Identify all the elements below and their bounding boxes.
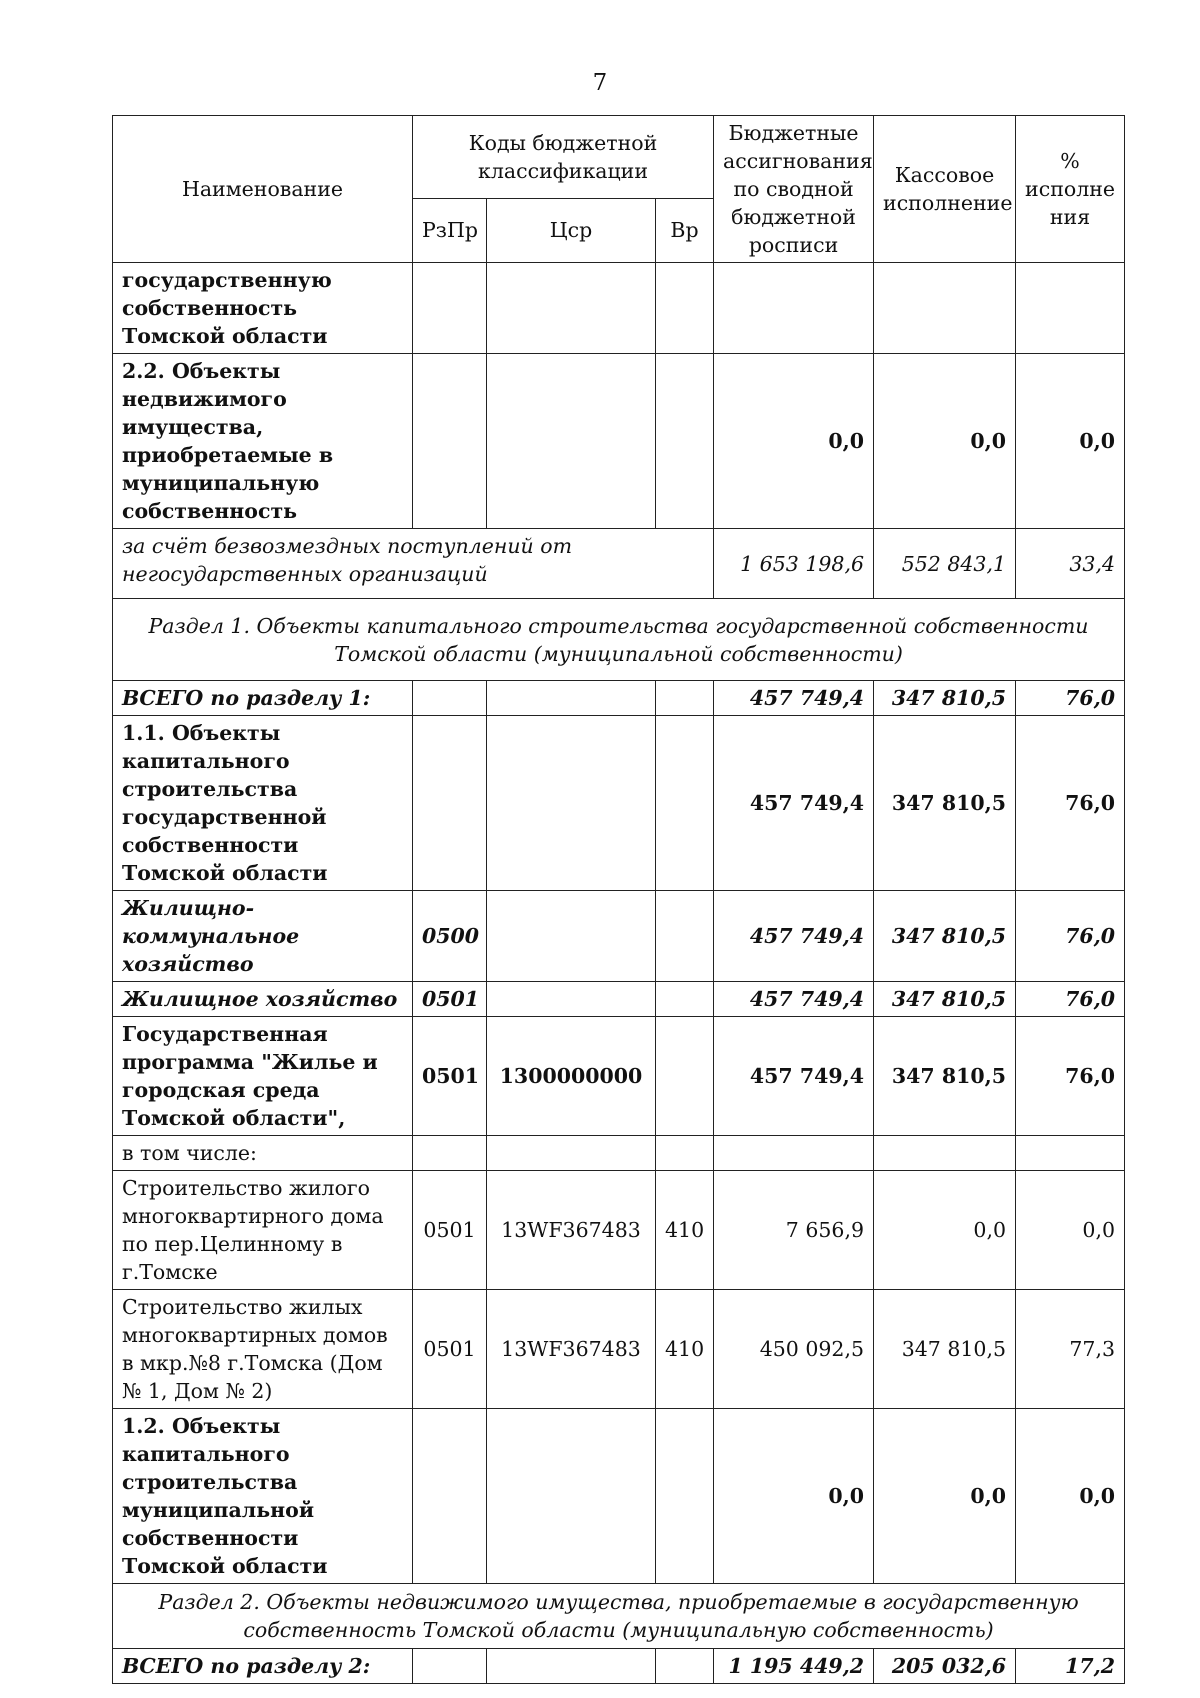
row-name: Государственная программа "Жилье и городская среда Томской области",	[113, 1017, 413, 1136]
row-name: ВСЕГО по разделу 1:	[113, 681, 413, 716]
row-vr	[656, 891, 714, 982]
row-percent	[1016, 263, 1125, 354]
row-rzpr: 0501	[413, 1017, 487, 1136]
row-rzpr	[413, 681, 487, 716]
row-assigned	[714, 1136, 874, 1171]
row-vr	[656, 1649, 714, 1684]
row-assigned: 1 653 198,6	[714, 529, 874, 599]
table-row	[113, 1136, 1125, 1171]
budget-table	[112, 115, 1125, 1684]
row-name: ВСЕГО по разделу 2:	[113, 1649, 413, 1684]
row-rzpr	[413, 716, 487, 891]
row-vr	[656, 263, 714, 354]
row-assigned: 450 092,5	[714, 1290, 874, 1409]
row-vr	[656, 1409, 714, 1584]
row-rzpr: 0501	[413, 982, 487, 1017]
row-rzpr: 0500	[413, 891, 487, 982]
row-cash: 205 032,6	[874, 1649, 1016, 1684]
row-percent: 76,0	[1016, 681, 1125, 716]
table-row	[113, 1290, 1125, 1409]
row-cash: 347 810,5	[874, 891, 1016, 982]
row-percent: 0,0	[1016, 1171, 1125, 1290]
row-rzpr: 0501	[413, 1290, 487, 1409]
header-percent: % исполне ния	[1016, 116, 1125, 263]
row-assigned: 0,0	[714, 1409, 874, 1584]
header-name: Наименование	[113, 116, 413, 263]
header-codes-group: Коды бюджетной классификации	[413, 116, 714, 199]
table-row	[113, 1409, 1125, 1584]
row-assigned	[714, 263, 874, 354]
row-csr	[487, 354, 656, 529]
row-percent: 33,4	[1016, 529, 1125, 599]
row-vr	[656, 982, 714, 1017]
section-row	[113, 599, 1125, 681]
row-vr: 410	[656, 1171, 714, 1290]
row-percent: 0,0	[1016, 354, 1125, 529]
row-assigned: 457 749,4	[714, 982, 874, 1017]
row-percent: 0,0	[1016, 1409, 1125, 1584]
row-name: Жилищное хозяйство	[113, 982, 413, 1017]
row-vr	[656, 716, 714, 891]
row-rzpr	[413, 263, 487, 354]
row-cash: 347 810,5	[874, 716, 1016, 891]
row-csr	[487, 1409, 656, 1584]
row-assigned: 457 749,4	[714, 716, 874, 891]
table-row	[113, 1171, 1125, 1290]
row-cash: 347 810,5	[874, 1017, 1016, 1136]
row-percent: 76,0	[1016, 982, 1125, 1017]
row-csr: 1300000000	[487, 1017, 656, 1136]
row-cash: 347 810,5	[874, 681, 1016, 716]
table-row	[113, 529, 1125, 599]
table-row	[113, 716, 1125, 891]
row-cash: 0,0	[874, 1171, 1016, 1290]
row-csr: 13WF367483	[487, 1171, 656, 1290]
row-vr	[656, 1136, 714, 1171]
row-name: Строительство жилых многоквартирных домов в мкр.№8 г.Томска (Дом № 1, Дом № 2)	[113, 1290, 413, 1409]
row-name: 2.2. Объекты недвижимого имущества, приобретаемые в муниципальную собственность	[113, 354, 413, 529]
row-cash: 0,0	[874, 354, 1016, 529]
table-row	[113, 681, 1125, 716]
row-percent: 76,0	[1016, 716, 1125, 891]
row-csr	[487, 1136, 656, 1171]
row-cash: 552 843,1	[874, 529, 1016, 599]
table-row	[113, 891, 1125, 982]
row-rzpr	[413, 1409, 487, 1584]
row-assigned: 457 749,4	[714, 891, 874, 982]
header-cash: Кассовое исполнение	[874, 116, 1016, 263]
row-assigned: 0,0	[714, 354, 874, 529]
row-vr	[656, 1017, 714, 1136]
row-cash	[874, 1136, 1016, 1171]
row-rzpr	[413, 354, 487, 529]
row-percent: 76,0	[1016, 1017, 1125, 1136]
table-row	[113, 1649, 1125, 1684]
row-name: государственную собственность Томской области	[113, 263, 413, 354]
row-vr: 410	[656, 1290, 714, 1409]
row-percent: 76,0	[1016, 891, 1125, 982]
row-name: 1.2. Объекты капитального строительства муниципальной собственности Томской области	[113, 1409, 413, 1584]
row-assigned: 7 656,9	[714, 1171, 874, 1290]
row-cash: 347 810,5	[874, 982, 1016, 1017]
row-rzpr: 0501	[413, 1171, 487, 1290]
row-assigned: 1 195 449,2	[714, 1649, 874, 1684]
table-row	[113, 354, 1125, 529]
row-percent: 17,2	[1016, 1649, 1125, 1684]
section-title: Раздел 2. Объекты недвижимого имущества, приобретаемые в государственную собственность Томской области (муниципальную собственность)	[113, 1584, 1125, 1649]
row-vr	[656, 681, 714, 716]
row-percent: 77,3	[1016, 1290, 1125, 1409]
header-csr: Цср	[487, 198, 656, 262]
section-row	[113, 1584, 1125, 1649]
row-vr	[656, 354, 714, 529]
row-csr	[487, 263, 656, 354]
row-cash: 347 810,5	[874, 1290, 1016, 1409]
row-percent	[1016, 1136, 1125, 1171]
row-cash	[874, 263, 1016, 354]
row-csr	[487, 716, 656, 891]
page-number: 7	[592, 70, 608, 96]
header-rzpr: РзПр	[413, 198, 487, 262]
row-name: в том числе:	[113, 1136, 413, 1171]
row-assigned: 457 749,4	[714, 681, 874, 716]
table-row	[113, 1017, 1125, 1136]
section-title: Раздел 1. Объекты капитального строительства государственной собственности Томской области (муниципальной собственности)	[113, 599, 1125, 681]
row-csr: 13WF367483	[487, 1290, 656, 1409]
row-name: Строительство жилого многоквартирного дома по пер.Целинному в г.Томске	[113, 1171, 413, 1290]
table-row	[113, 263, 1125, 354]
row-name: 1.1. Объекты капитального строительства государственной собственности Томской области	[113, 716, 413, 891]
row-name: Жилищно-коммунальное хозяйство	[113, 891, 413, 982]
row-rzpr	[413, 1649, 487, 1684]
row-csr	[487, 681, 656, 716]
row-rzpr	[413, 1136, 487, 1171]
row-csr	[487, 982, 656, 1017]
table-row	[113, 982, 1125, 1017]
header-assignments: Бюджетные ассигнования по сводной бюджетной росписи	[714, 116, 874, 263]
row-name: за счёт безвозмездных поступлений от негосударственных организаций	[113, 529, 714, 599]
row-cash: 0,0	[874, 1409, 1016, 1584]
row-assigned: 457 749,4	[714, 1017, 874, 1136]
row-csr	[487, 891, 656, 982]
header-vr: Вр	[656, 198, 714, 262]
row-csr	[487, 1649, 656, 1684]
